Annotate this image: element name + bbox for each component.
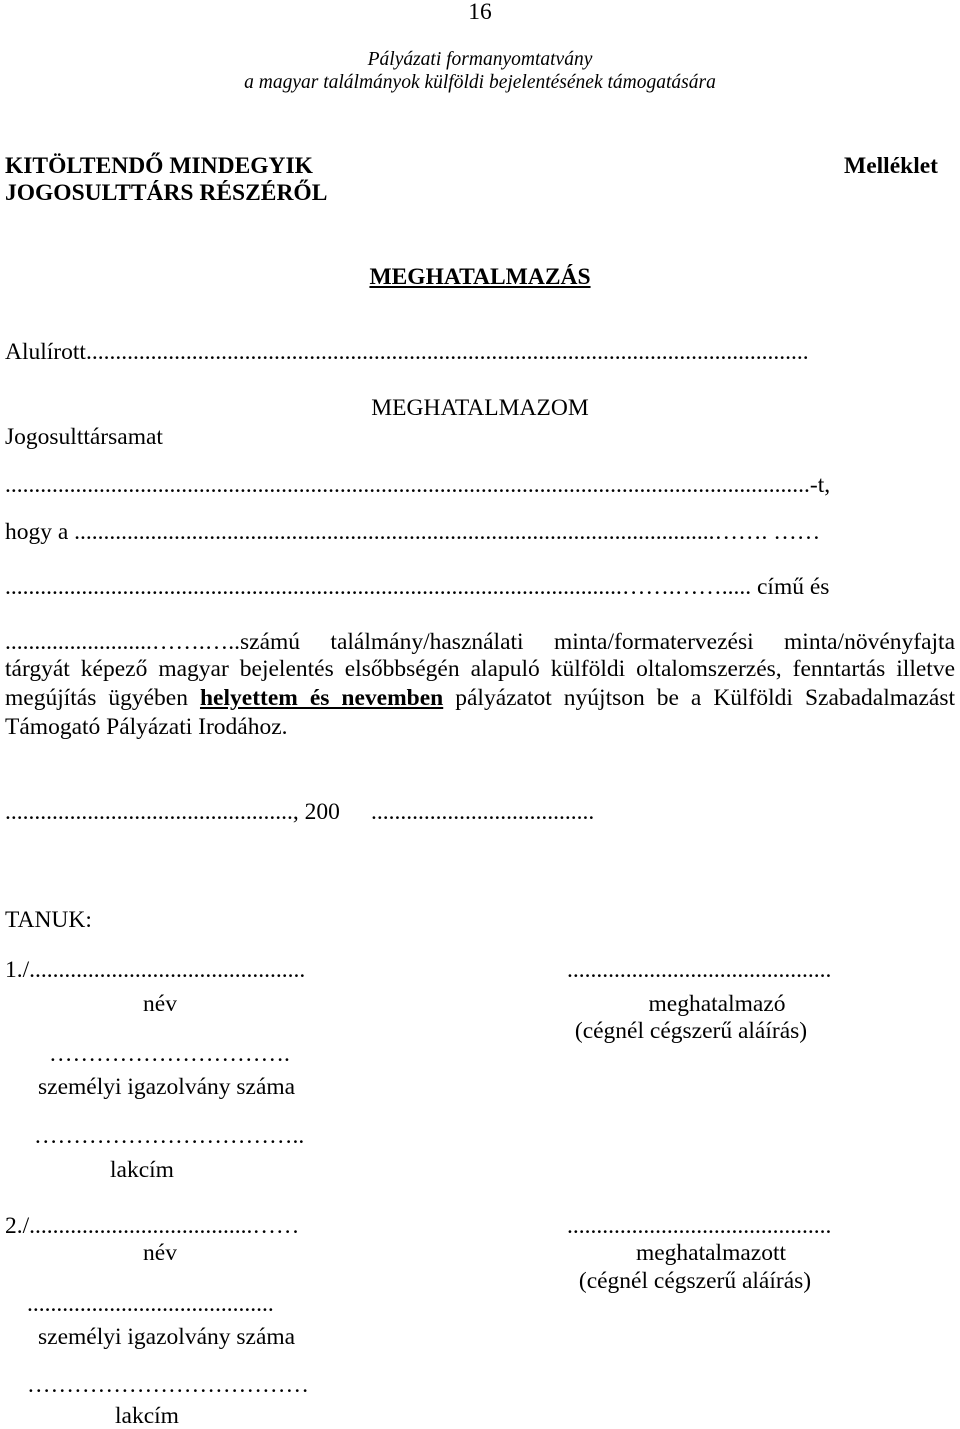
invention-title-line: .........................................................................................................…….……..... című és bbox=[5, 574, 830, 600]
notice-line-2: JOGOSULTTÁRS RÉSZÉRŐL bbox=[5, 180, 328, 206]
co-holder-label: Jogosulttársamat bbox=[5, 424, 163, 450]
witnesses-label: TANUK: bbox=[5, 907, 92, 933]
witness-1-line: 1./............................................... bbox=[5, 957, 306, 983]
signer-2-signature-line: ............................................. bbox=[567, 1213, 832, 1239]
paragraph-line-1: .........................…….…..számú találmány/használati minta/formatervezési minta/növényfajta bbox=[5, 629, 955, 655]
signer-1-signature-line: ............................................. bbox=[567, 957, 832, 983]
witness-2-address-label: lakcím bbox=[115, 1403, 179, 1429]
page-number: 16 bbox=[468, 0, 492, 25]
witness-1-address-label: lakcím bbox=[110, 1157, 174, 1183]
paragraph-line-3-start: megújítás ügyében bbox=[5, 685, 188, 711]
purpose-line: hogy a .............................................................................................................……. …… bbox=[5, 519, 821, 545]
signer-2-note: (cégnél cégszerű aláírás) bbox=[578, 1268, 812, 1294]
signer-2-role-label: meghatalmazott bbox=[635, 1240, 787, 1266]
paragraph-line-2: tárgyát képező magyar bejelentés elsőbbségén alapuló külföldi oltalomszerzés, fenntartás illetve bbox=[5, 656, 955, 682]
document-title-row bbox=[0, 265, 960, 289]
signer-1-note: (cégnél cégszerű aláírás) bbox=[574, 1018, 808, 1044]
paragraph-line-3 bbox=[5, 686, 955, 710]
form-subtitle-line: a magyar találmányok külföldi bejelentésének támogatására bbox=[244, 72, 716, 93]
annex-label: Melléklet bbox=[844, 153, 938, 179]
paragraph-line-3-end: pályázatot nyújtson be a Külföldi Szabadalmazást bbox=[455, 685, 956, 711]
co-holder-line: .........................................................................................................................................-t, bbox=[5, 472, 831, 498]
place-year-line: ................................................., 200 bbox=[5, 799, 340, 825]
witness-2-id-line: .......................................... bbox=[27, 1291, 274, 1317]
signer-1-role-label: meghatalmazó bbox=[648, 991, 786, 1017]
witness-2-line: 2./......................................…… bbox=[5, 1213, 300, 1239]
document-title: MEGHATALMAZÁS bbox=[369, 264, 591, 290]
form-title-line: Pályázati formanyomtatvány bbox=[367, 49, 593, 70]
grantor-line: Alulírott........................................................................................................................... bbox=[5, 339, 809, 365]
witness-1-id-line: …………………………. bbox=[49, 1041, 290, 1067]
witness-2-id-label: személyi igazolvány száma bbox=[38, 1324, 296, 1350]
witness-1-id-label: személyi igazolvány száma bbox=[38, 1074, 296, 1100]
paragraph-emphasis: helyettem és nevemben bbox=[199, 685, 444, 711]
authorize-heading: MEGHATALMAZOM bbox=[371, 395, 589, 421]
notice-line-1: KITÖLTENDŐ MINDEGYIK bbox=[5, 153, 313, 179]
date-day-line: ...................................... bbox=[371, 799, 595, 825]
witness-2-address-line: ……………………………… bbox=[27, 1372, 309, 1398]
witness-1-name-label: név bbox=[143, 991, 177, 1017]
witness-2-name-label: név bbox=[143, 1240, 177, 1266]
paragraph-line-4: Támogató Pályázati Irodához. bbox=[5, 714, 288, 740]
witness-1-address-line: …………………………….. bbox=[34, 1123, 305, 1149]
